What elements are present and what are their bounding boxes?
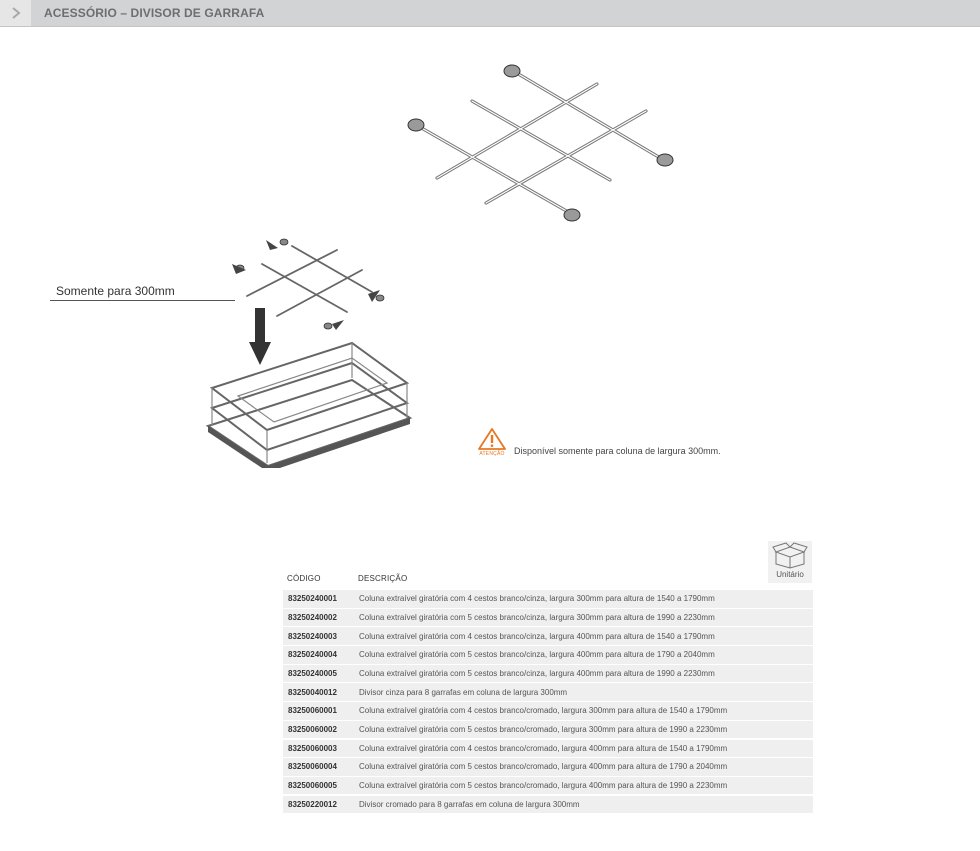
divider-grid-illustration	[400, 55, 690, 230]
table-row	[283, 590, 813, 608]
row-code: 83250060003	[288, 743, 337, 753]
table-row	[283, 646, 813, 664]
table-header	[287, 574, 815, 588]
table-row	[283, 627, 813, 645]
warning-badge	[474, 428, 510, 457]
row-desc: Coluna extraível giratória com 4 cestos branco/cinza, largura 300mm para altura de 1540 a 1790mm	[359, 594, 715, 604]
row-code: 83250240004	[288, 650, 337, 660]
table-row	[283, 721, 813, 739]
row-desc: Divisor cromado para 8 garrafas em coluna de largura 300mm	[359, 799, 580, 809]
row-desc: Coluna extraível giratória com 4 cestos branco/cinza, largura 400mm para altura de 1540 a 1790mm	[359, 631, 715, 641]
row-desc: Coluna extraível giratória com 5 cestos branco/cromado, largura 400mm para altura de 1990 a 2230mm	[359, 781, 728, 791]
row-code: 83250220012	[288, 799, 337, 809]
table-row	[283, 683, 813, 701]
row-desc: Coluna extraível giratória com 4 cestos branco/cromado, largura 300mm para altura de 1540 a 1790mm	[359, 706, 728, 716]
warning-label: ATENÇÃO	[479, 451, 505, 457]
table-row	[283, 740, 813, 758]
product-table	[283, 590, 813, 814]
basket-illustration	[202, 338, 417, 468]
row-code: 83250240005	[288, 669, 337, 678]
row-desc: Coluna extraível giratória com 5 cestos branco/cinza, largura 400mm para altura de 1790 a 2040mm	[359, 650, 715, 660]
table-row	[283, 777, 813, 795]
box-icon	[772, 541, 808, 569]
callout-text: Somente para 300mm	[56, 284, 175, 298]
row-code: 83250240001	[288, 594, 337, 604]
callout-line	[50, 300, 235, 301]
unit-label: Unitário	[776, 570, 804, 579]
table-row	[283, 796, 813, 814]
table-row	[283, 758, 813, 776]
row-code: 83250240003	[288, 631, 337, 641]
row-code: 83250060004	[288, 762, 337, 772]
col-code-header: CÓDIGO	[287, 574, 321, 583]
table-row	[283, 665, 813, 683]
warning-icon	[478, 428, 506, 450]
row-desc: Coluna extraível giratória com 4 cestos branco/cromado, largura 400mm para altura de 1540 a 1790mm	[359, 743, 728, 753]
row-desc: Coluna extraível giratória com 5 cestos branco/cromado, largura 300mm para altura de 1990 a 2230mm	[359, 725, 728, 735]
row-desc: Divisor cinza para 8 garrafas em coluna de largura 300mm	[359, 687, 568, 697]
row-code: 83250240002	[288, 612, 337, 622]
row-code: 83250060002	[288, 725, 337, 735]
table-row	[283, 609, 813, 627]
warning-message: Disponível somente para coluna de largura 300mm.	[514, 446, 721, 456]
row-desc: Coluna extraível giratória com 5 cestos branco/cinza, largura 300mm para altura de 1990 a 2230mm	[359, 612, 715, 622]
table-row	[283, 702, 813, 720]
chevron-right-icon	[0, 0, 31, 26]
row-code: 83250060005	[288, 781, 337, 791]
row-desc: Coluna extraível giratória com 5 cestos branco/cinza, largura 400mm para altura de 1990 a 2230mm	[359, 669, 715, 678]
section-title: ACESSÓRIO – DIVISOR DE GARRAFA	[44, 6, 265, 20]
col-desc-header: DESCRIÇÃO	[358, 574, 408, 583]
section-header	[0, 0, 980, 27]
row-desc: Coluna extraível giratória com 5 cestos branco/cromado, largura 400mm para altura de 1790 a 2040mm	[359, 762, 728, 772]
row-code: 83250060001	[288, 706, 337, 716]
row-code: 83250040012	[288, 687, 337, 697]
warning-note	[474, 428, 721, 457]
